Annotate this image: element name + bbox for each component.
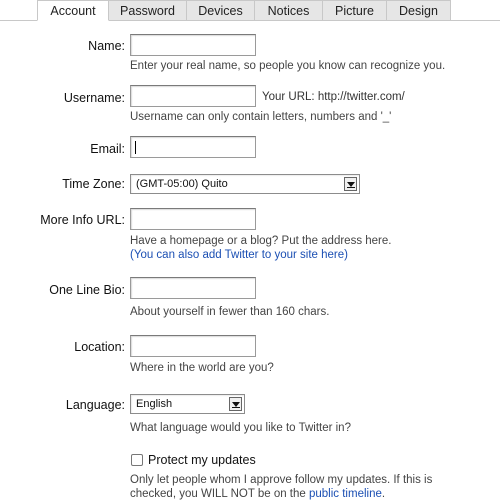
protect-hint-suffix: . <box>381 488 386 500</box>
tab-devices[interactable]: Devices <box>187 0 255 21</box>
tab-picture[interactable]: Picture <box>323 0 387 21</box>
name-input[interactable] <box>130 34 256 56</box>
dropdown-arrow-icon <box>344 177 357 191</box>
tab-password[interactable]: Password <box>109 0 187 21</box>
bio-hint: About yourself in fewer than 160 chars. <box>130 306 330 318</box>
username-url-note: Your URL: http://twitter.com/ <box>262 91 405 103</box>
location-label: Location: <box>74 340 125 354</box>
protect-updates-label[interactable]: Protect my updates <box>148 453 256 467</box>
text-caret <box>135 141 136 154</box>
timezone-selected: (GMT-05:00) Quito <box>136 178 228 190</box>
language-hint: What language would you like to Twitter in? <box>130 422 351 434</box>
protect-updates-checkbox[interactable] <box>131 454 143 466</box>
location-input[interactable] <box>130 335 256 357</box>
protect-hint-text: checked, you WILL NOT be on the <box>130 488 309 500</box>
language-selected: English <box>136 398 173 410</box>
username-label: Username: <box>63 91 125 105</box>
moreinfo-input[interactable] <box>130 208 256 230</box>
protect-hint-line1: Only let people whom I approve follow my updates. If this is <box>130 474 433 486</box>
bio-input[interactable] <box>130 277 256 299</box>
dropdown-arrow-icon <box>229 397 242 411</box>
location-hint: Where in the world are you? <box>130 362 274 374</box>
timezone-select[interactable] <box>130 174 360 194</box>
settings-tabs <box>37 0 451 21</box>
language-label: Language: <box>65 398 125 412</box>
tab-design[interactable]: Design <box>387 0 451 21</box>
username-hint: Username can only contain letters, numbers and '_' <box>130 111 392 123</box>
public-timeline-link[interactable]: public timeline <box>309 488 382 500</box>
add-twitter-link[interactable]: (You can also add Twitter to your site here) <box>130 249 348 261</box>
name-hint: Enter your real name, so people you know can recognize you. <box>130 60 446 72</box>
tab-notices[interactable]: Notices <box>255 0 323 21</box>
language-select[interactable] <box>130 394 245 414</box>
timezone-label: Time Zone: <box>62 177 125 191</box>
email-input[interactable] <box>130 136 256 158</box>
tab-account[interactable]: Account <box>37 0 109 21</box>
name-label: Name: <box>88 39 125 53</box>
username-input[interactable] <box>130 85 256 107</box>
moreinfo-label: More Info URL: <box>40 213 125 227</box>
moreinfo-hint: Have a homepage or a blog? Put the address here. <box>130 235 392 247</box>
bio-label: One Line Bio: <box>49 283 125 297</box>
email-label: Email: <box>90 142 125 156</box>
